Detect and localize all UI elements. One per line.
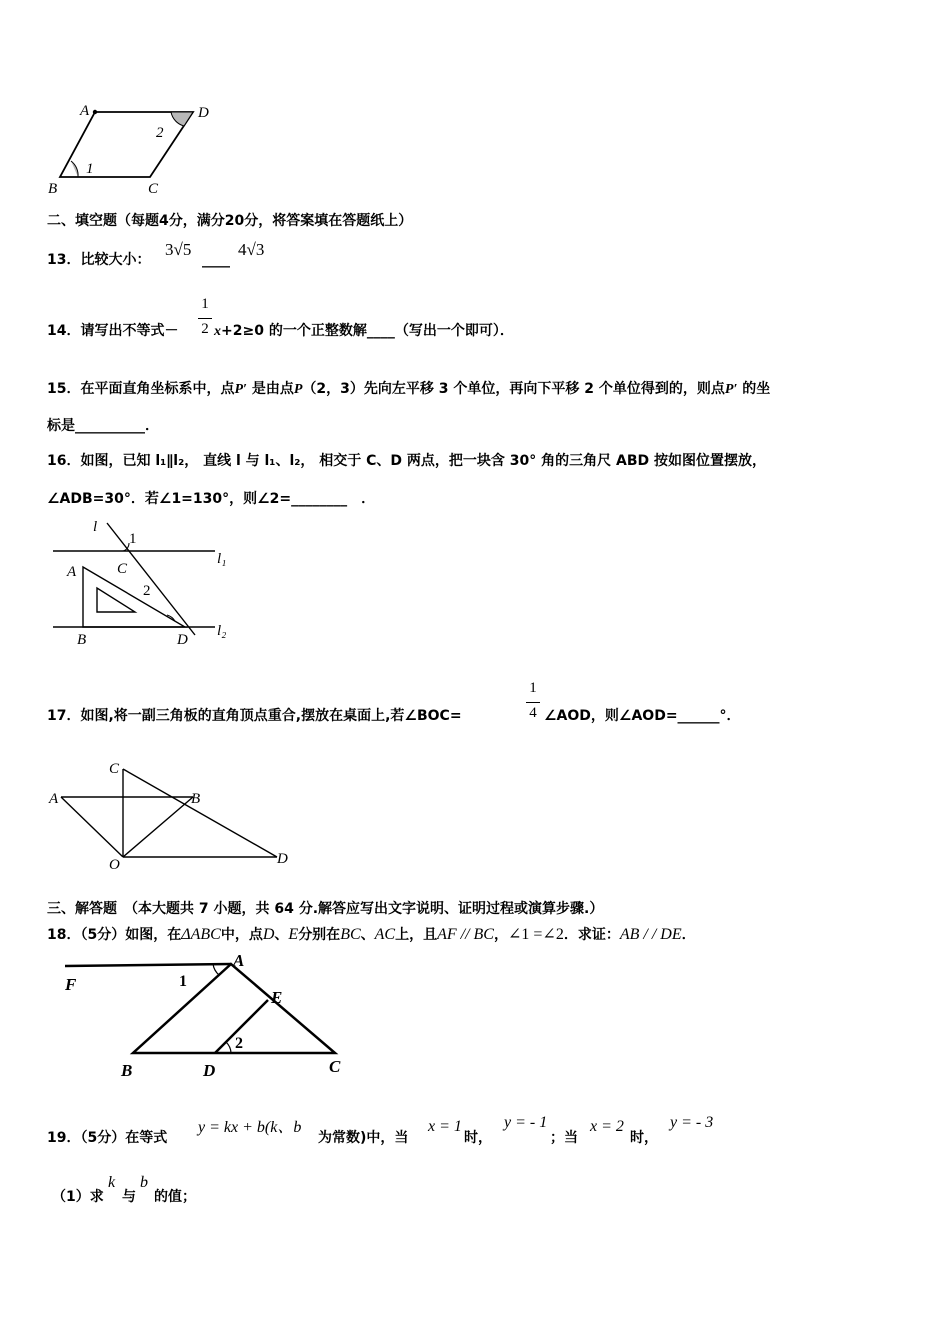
q18-point-e: E [288, 926, 299, 943]
q19-prefix: 19．（5分）在等式 [47, 1130, 168, 1146]
q16-line1: 16．如图，已知 l₁∥l₂， 直线 l 与 l₁、l₂， 相交于 C、D 两点，把一块含 30° 角的三角尺 ABD 按如图位置摆放， [47, 453, 766, 469]
q16-line2: ∠ADB=30°．若∠1=130°，则∠2=________ ． [47, 491, 376, 507]
label-angle-2: 2 [235, 1035, 243, 1052]
section2-heading: 二、填空题（每题4分，满分20分，将答案填在答题纸上） [47, 213, 413, 229]
triangle-abc-figure [55, 950, 355, 1085]
q13-text [47, 251, 150, 269]
q13-blank: ____ [202, 252, 230, 268]
label-l2: l₂ [217, 623, 227, 639]
label-C: C [109, 761, 120, 777]
q14-frac-den: 2 [201, 321, 209, 337]
q14-rest: +2≥0 的一个正整数解____（写出一个即可）． [221, 323, 514, 339]
label-B: B [121, 1061, 133, 1080]
q14-frac-num: 1 [201, 296, 209, 312]
q15-part-a: 15．在平面直角坐标系中，点 [47, 381, 235, 397]
label-angle-2: 2 [143, 583, 151, 599]
q18-sep: 、 [274, 927, 289, 943]
q17-prefix: 17．如图,将一副三角板的直角顶点重合,摆放在桌面上,若∠BOC= [47, 708, 462, 724]
q15-part-b: 是由点 [251, 381, 294, 397]
label-A: A [67, 564, 77, 580]
q18-comma: ， [493, 927, 508, 943]
q18-line [47, 926, 696, 944]
q18-af-parallel: AF // BC [437, 926, 494, 943]
q19-part1-b: b [140, 1174, 148, 1191]
q18-sep-2: 、 [360, 927, 375, 943]
q13-number: 13．比较大小： [47, 252, 151, 268]
label-A: A [80, 103, 90, 119]
q18-post: ．求证： [563, 927, 620, 943]
q15-part-c: （2，3）先向左平移 3 个单位，再向下平移 2 个单位得到的，则点 [302, 381, 725, 397]
q18-bc: BC [340, 926, 361, 943]
label-l: l [93, 519, 98, 535]
label-O: O [109, 857, 120, 873]
q19-y1: y = - 1 [504, 1114, 548, 1131]
q18-mid-3: 上，且 [395, 927, 438, 943]
q13-expr-b: 4√3 [238, 240, 265, 259]
q19-t2: 时， [630, 1130, 658, 1146]
angle-1-label: 1 [86, 161, 94, 177]
label-angle-1: 1 [179, 973, 187, 990]
label-D: D [177, 632, 188, 648]
label-E: E [271, 988, 283, 1007]
label-angle-1: 1 [129, 531, 137, 547]
triangle-boards-figure [45, 755, 305, 875]
label-B: B [48, 181, 58, 197]
q18-angles: ∠1 =∠2 [507, 926, 564, 943]
label-D: D [198, 105, 209, 121]
label-A: A [49, 791, 59, 807]
q19-mid: 为常数)中，当 [318, 1130, 409, 1146]
section3-heading: 三、解答题 （本大题共 7 小题，共 64 分.解答应写出文字说明、证明过程或演算步骤.） [47, 901, 604, 917]
label-C: C [329, 1057, 341, 1076]
q19-x2: x = 2 [590, 1118, 624, 1135]
q19-part1-prefix: （1）求 [52, 1189, 104, 1205]
label-B: B [77, 632, 87, 648]
label-l1: l₁ [217, 551, 227, 567]
q19-x1: x = 1 [428, 1118, 462, 1135]
q15-p-prime-2: P′ [724, 382, 738, 397]
q17-suffix: ∠AOD，则∠AOD=______°． [544, 708, 741, 724]
q19-part1-suffix: 的值； [154, 1189, 196, 1205]
q19-sep: ；当 [550, 1130, 578, 1146]
q17-frac-num: 1 [529, 680, 537, 696]
q15-part-d: 的坐 [742, 381, 771, 397]
q14-frac-bar [198, 318, 212, 319]
label-C: C [148, 181, 159, 197]
q18-goal: AB / / DE [619, 926, 682, 943]
label-A: A [233, 951, 245, 970]
label-D: D [203, 1061, 216, 1080]
q14-var: x [214, 324, 221, 339]
label-C: C [117, 561, 128, 577]
q15-p-prime: P′ [234, 382, 247, 397]
label-D: D [277, 851, 288, 867]
q18-ac: AC [374, 926, 396, 943]
q14-prefix: 14．请写出不等式－ [47, 323, 179, 339]
q19-y2: y = - 3 [670, 1114, 714, 1131]
q18-mid-2: 分别在 [298, 927, 341, 943]
angle-2-label: 2 [156, 125, 164, 141]
label-F: F [65, 975, 77, 994]
q13-expr-a: 3√5 [165, 240, 192, 259]
parallel-lines-figure [45, 515, 245, 650]
q19-part1-and: 与 [122, 1189, 136, 1205]
q17-frac-bar [526, 702, 540, 703]
q15-line1 [47, 380, 770, 399]
q18-point-d: D [262, 926, 275, 943]
q18-prefix: 18．（5分）如图，在 [47, 927, 182, 943]
q19-part1-k: k [108, 1174, 116, 1191]
parallelogram-figure [40, 95, 230, 205]
q17-frac-den: 4 [529, 705, 537, 721]
q19-t1: 时， [464, 1130, 492, 1146]
q18-mid-1: 中，点 [220, 927, 263, 943]
q15-p: P [293, 382, 303, 397]
q14-body [214, 322, 514, 341]
q18-end: ． [681, 927, 696, 943]
label-B: B [191, 791, 201, 807]
q18-triangle: ΔABC [181, 926, 221, 943]
q15-line2: 标是__________． [47, 418, 159, 434]
q19-equation: y = kx + b(k、b [198, 1119, 302, 1136]
